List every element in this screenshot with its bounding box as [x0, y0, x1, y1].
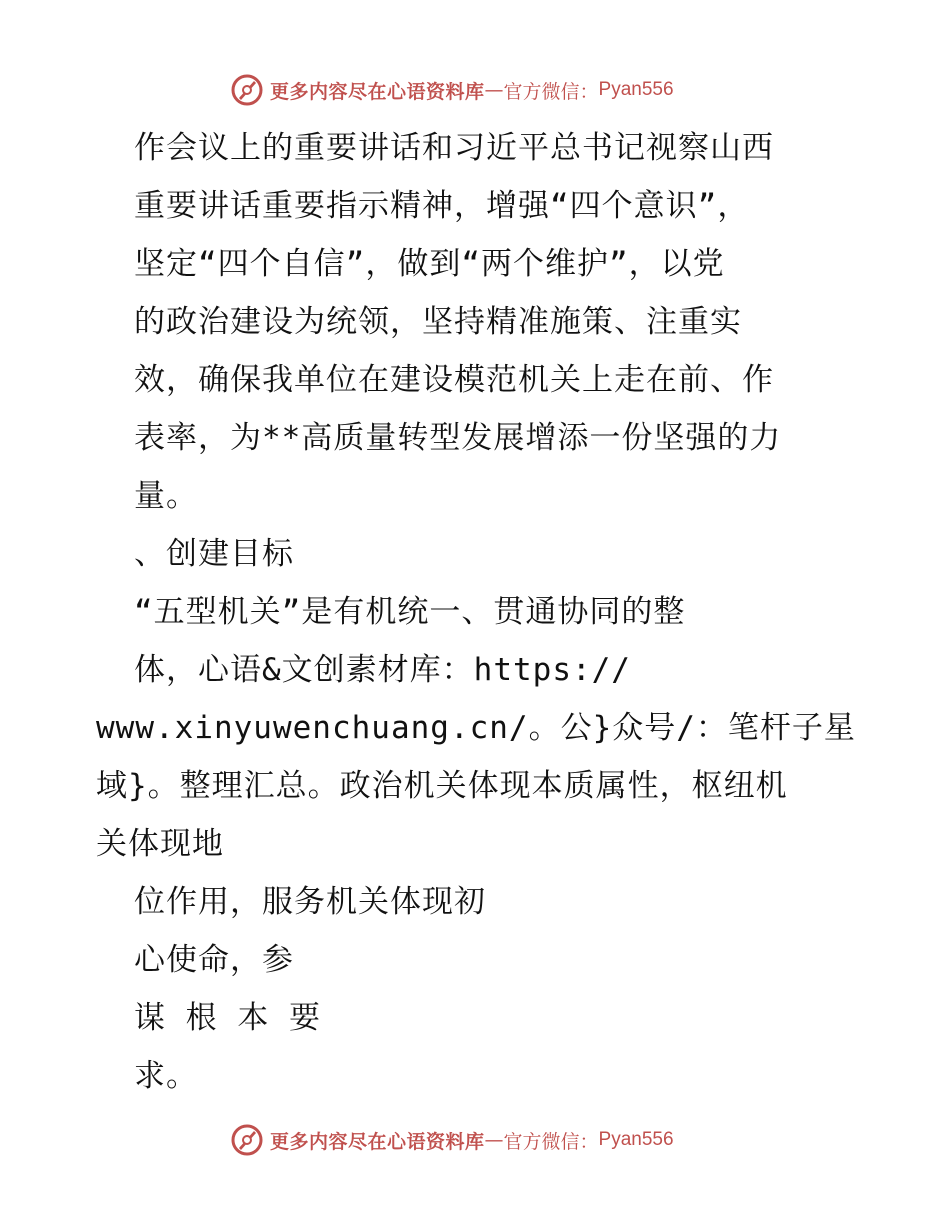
body-line: 表率，为**高质量转型发展增添一份坚强的力 — [134, 420, 782, 456]
body-line: 域}。整理汇总。政治机关体现本质属性，枢纽机 — [96, 768, 788, 804]
body-line: 位作用，服务机关体现初 — [134, 884, 486, 920]
body-line: 体，心语&文创素材库：https:// — [134, 652, 631, 688]
footer-banner[interactable] — [230, 1120, 750, 1160]
banner-wechat-id: Pyan556 — [598, 79, 674, 100]
banner-library-text: 更多内容尽在心语资料库 — [270, 1130, 485, 1153]
body-line: 心使命，参 — [134, 942, 294, 978]
leaf-pen-icon — [230, 73, 264, 107]
banner-dash: — — [484, 1129, 504, 1151]
header-banner[interactable] — [230, 70, 750, 110]
body-line: 作会议上的重要讲话和习近平总书记视察山西 — [134, 130, 774, 166]
banner-wechat-label: 官方微信： — [503, 80, 599, 103]
banner-wechat-id: Pyan556 — [598, 1129, 674, 1150]
body-line: www.xinyuwenchuang.cn/。公}众号/：笔杆子星 — [96, 710, 856, 746]
banner-library-text: 更多内容尽在心语资料库 — [270, 80, 485, 103]
body-line: 关体现地 — [96, 826, 224, 862]
banner-wechat-label: 官方微信： — [503, 1130, 599, 1153]
body-line: 效，确保我单位在建设模范机关上走在前、作 — [134, 362, 774, 398]
leaf-pen-icon — [230, 1123, 264, 1157]
section-heading: 、创建目标 — [134, 536, 294, 572]
body-line: 坚定“四个自信”，做到“两个维护”，以党 — [134, 246, 725, 282]
body-line: “五型机关”是有机统一、贯通协同的整 — [134, 594, 686, 630]
body-line: 的政治建设为统领，坚持精准施策、注重实 — [134, 304, 742, 340]
body-line: 求。 — [134, 1058, 198, 1094]
body-line: 谋 根 本 要 — [134, 1000, 321, 1036]
body-line: 量。 — [134, 478, 198, 514]
banner-dash: — — [484, 79, 504, 101]
body-line: 重要讲话重要指示精神，增强“四个意识”， — [134, 188, 750, 224]
